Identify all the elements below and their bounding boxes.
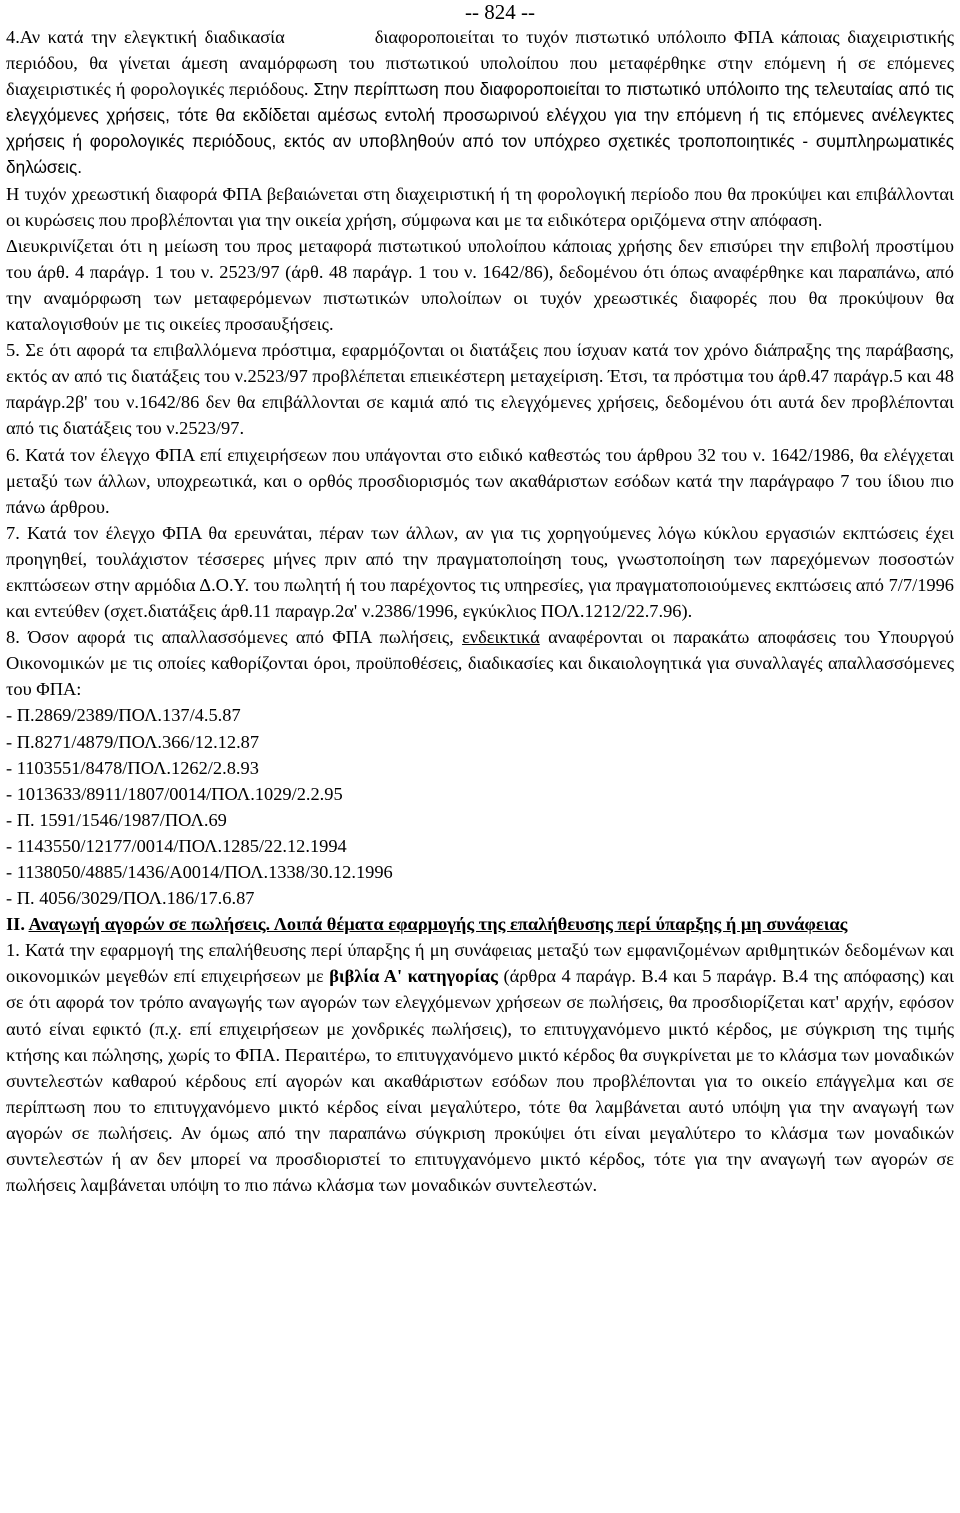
list-item: - 1013633/8911/1807/0014/ΠΟΛ.1029/2.2.95 (6, 783, 343, 804)
section-4-sans-text: Στην περίπτωση που διαφοροποιείται το πιστωτικό υπόλοιπο της τελευταίας από τις ελεγχόμενες χρήσεις, τότε θα εκδίδεται αμέσως εντολή προσωρινού ελέγχου για την επόμενη ή τις επόμενες ανέλεγκτες χρήσεις ή φορολογικές περιόδους, εκτός αν υποβληθούν από τον υπόχρεο σχετικές τροποποιητικές - συμπληρωματικές δηλώσεις. (6, 79, 954, 178)
section-II-p1-body: (άρθρα 4 παράγρ. Β.4 και 5 παράγρ. Β.4 της απόφασης) και σε ότι αφορά τον τρόπο αναγωγής των αγορών των ελεγχόμενων χρήσεων σε πωλήσεις, θα προσδιορίζεται κατ' αρχήν, εφόσον αυτό είναι εφικτό (π.χ. επί επιχειρήσεων με χονδρικές πωλήσεις), το επιτυγχανόμενο μικτό κέρδος, με σύγκριση της τιμής κτήσης και πώλησης, χωρίς το ΦΠΑ. Περαιτέρω, το επιτυγχανόμενο μικτό κέρδος θα συγκρίνεται με το κλάσμα των μοναδικών συντελεστών καθαρού κέρδους επί αγορών και ακαθάριστων εσόδων που προβλέπονται για το οικείο επάγγελμα και σε περίπτωση που το επιτυγχανόμενο μικτό κέρδος είναι μεγαλύτερο, τότε θα λαμβάνεται αυτό υπόψη για την αναγωγή των αγορών σε πωλήσεις. Αν όμως από την παραπάνω σύγκριση προκύψει ότι είναι μεγαλύτερο το κλάσμα των μοναδικών συντελεστών ή αν δεν μπορεί να προσδιοριστεί το επιτυγχανόμενο μικτό κέρδος, τότε για την αναγωγή των αγορών σε πωλήσεις λαμβάνεται υπόψη το πιο πάνω κλάσμα των μοναδικών συντελεστών. (6, 966, 954, 1196)
list-item: - Π.8271/4879/ΠΟΛ.366/12.12.87 (6, 731, 260, 752)
list-item: - 1138050/4885/1436/Α0014/ΠΟΛ.1338/30.12.1996 (6, 862, 393, 882)
list-item: - Π.2869/2389/ΠΟΛ.137/4.5.87 (6, 705, 241, 726)
section-4-paragraph (6, 24, 954, 181)
section-8-underlined: ενδεικτικά (462, 627, 540, 648)
section-II-p1-lead: 1. Κατά την εφαρμογή της επαλήθευσης περί ύπαρξης ή μη συνάφειας μεταξύ των εμφανιζομένων αριθμητικών δεδομένων και οικονομικών μεγεθών επί επιχειρήσεων με (6, 940, 954, 987)
section-8-body: αναφέρονται οι παρακάτω αποφάσεις του Υπουργού Οικονομικών με τις οποίες καθορίζονται όροι, προϋποθέσεις, διαδικασίες και δικαιολογητικά για συναλλαγές απαλλασσόμενες του ΦΠΑ: (6, 627, 955, 700)
section-5-paragraph: 5. Σε ότι αφορά τα επιβαλλόμενα πρόστιμα, εφαρμόζονται οι διατάξεις που ίσχυαν κατά τον χρόνο διάπραξης της παράβασης, εκτός αν από τις διατάξεις του ν.2523/97 προβλέπεται επιεικέστερη μεταχείριση. Έτσι, τα πρόστιμα του άρθ.47 παράγρ.5 και 48 παράγρ.2β' του ν.1642/86 δεν θα επιβάλλονται σε καμιά από τις ελεγχόμενες χρήσεις, δεδομένου ότι αυτά δεν προβλέπονται από τις διατάξεις του ν.2523/97. (6, 340, 954, 439)
section-7-paragraph: 7. Κατά τον έλεγχο ΦΠΑ θα ερευνάται, πέραν των άλλων, αν για τις χορηγούμενες λόγω κύκλου εργασιών εκπτώσεις έχει προηγηθεί, τουλάχιστον τέσσερες μήνες πριν από την πραγματοποίηση τους, γνωστοποίηση των παρεχόμενων ποσοστών εκπτώσεων στην αρμόδια Δ.Ο.Υ. του πωλητή ή του παρέχοντος τις υπηρεσίες, για πραγματοποιούμενες εκπτώσεις από 7/7/1996 και εντεύθεν (σχετ.διατάξεις άρθ.11 παραγρ.2α' ν.2386/1996, εγκύκλιος ΠΟΛ.1212/22.7.96). (6, 522, 954, 622)
list-item: - 1103551/8478/ΠΟΛ.1262/2.8.93 (6, 757, 259, 778)
list-item: - 1143550/12177/0014/ΠΟΛ.1285/22.12.1994 (6, 835, 347, 856)
section-8-lead: 8. Όσον αφορά τις απαλλασσόμενες από ΦΠΑ πωλήσεις, (6, 627, 454, 648)
page-number: -- 824 -- (465, 0, 535, 24)
section-II-p1-bold: βιβλία Α' κατηγορίας (329, 966, 498, 987)
section-8-paragraph (6, 624, 954, 702)
document-page (6, 0, 954, 1198)
section-II-heading (6, 911, 954, 937)
list-item: - Π. 1591/1546/1987/ΠΟΛ.69 (6, 809, 227, 830)
section-6-paragraph: 6. Κατά τον έλεγχο ΦΠΑ επί επιχειρήσεων που υπάγονται στο ειδικό καθεστώς του άρθρου 32 του ν. 1642/1986, θα ελέγχεται μεταξύ των άλλων, υποχρεωτικά, και ο ορθός προσδιορισμός των ακαθάριστων εσόδων κατά την παράγραφο 7 του ίδιου πιο πάνω άρθρου. (6, 444, 954, 517)
section-4-debit-paragraph: Η τυχόν χρεωστική διαφορά ΦΠΑ βεβαιώνεται στη διαχειριστική ή τη φορολογική περίοδο που θα προκύψει και επιβάλλονται οι κυρώσεις που προβλέπονται για την οικεία χρήση, σύμφωνα και με τα ειδικότερα οριζόμενα στην απόφαση. (6, 183, 954, 230)
section-4-body: διαφοροποιείται το τυχόν πιστωτικό υπόλοιπο ΦΠΑ κάποιας διαχειριστικής περιόδου, θα γίνεται άμεση αναμόρφωση του πιστωτικού υπολοίπου που μεταφέρθηκε στην επόμενη ή σε επόμενες διαχειριστικές ή φορολογικές περιόδους. (6, 27, 954, 100)
section-4-clarification-paragraph: Διευκρινίζεται ότι η μείωση του προς μεταφορά πιστωτικού υπολοίπου κάποιας χρήσης δεν επισύρει την επιβολή προστίμου του άρθ. 4 παράγρ. 1 του ν. 2523/97 (άρθ. 48 παράγρ. 1 του ν. 1642/86), δεδομένου ότι όπως αναφέρθηκε και παραπάνω, από την αναμόρφωση των μεταφερόμενων πιστωτικών υπολοίπων οι τυχόν χρεωστικές διαφορές που θα προκύψουν θα καταλογισθούν με τις οικείες προσαυξήσεις. (6, 235, 954, 335)
section-4-lead: 4.Αν κατά την ελεγκτική διαδικασία (6, 27, 285, 47)
section-II-title: Αναγωγή αγορών σε πωλήσεις. Λοιπά θέματα εφαρμογής της επαλήθευσης περί ύπαρξης ή μη συνάφειας (28, 914, 848, 935)
section-II-prefix: ΙΙ. (6, 914, 25, 935)
section-II-paragraph-1 (6, 937, 954, 1198)
decisions-list (6, 702, 954, 911)
list-item: - Π. 4056/3029/ΠΟΛ.186/17.6.87 (6, 888, 255, 909)
